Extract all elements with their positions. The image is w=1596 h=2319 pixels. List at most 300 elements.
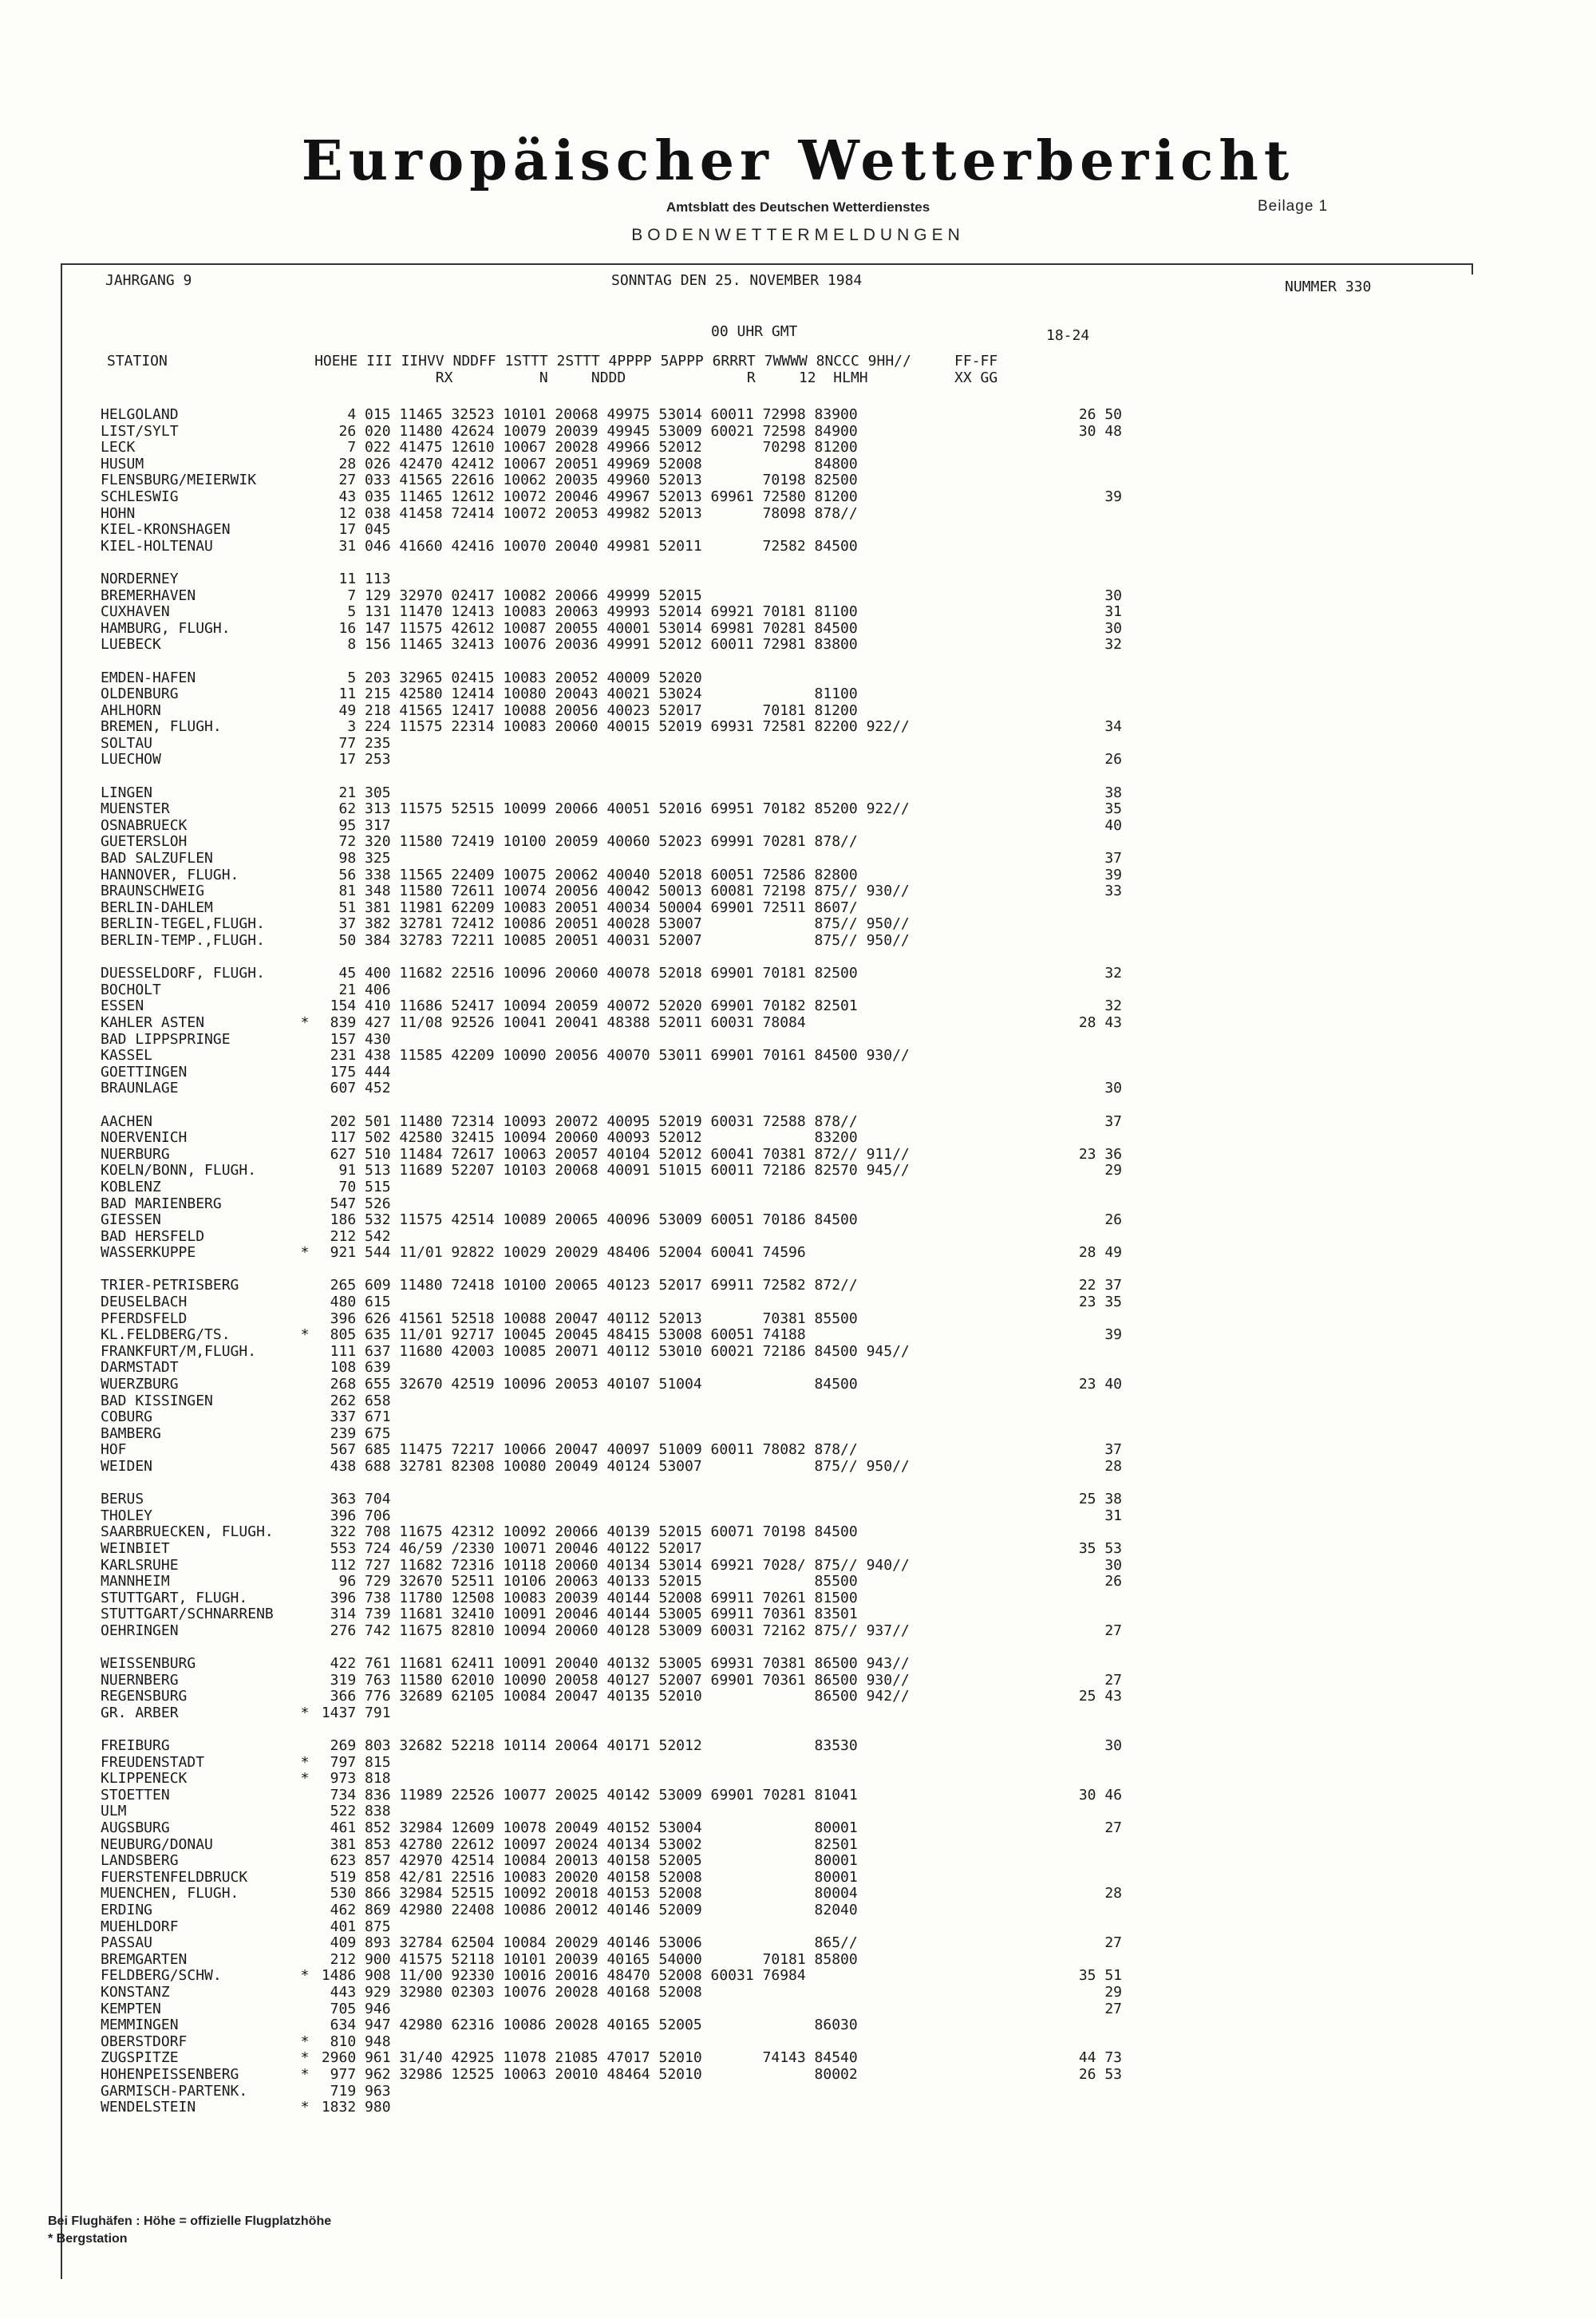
wind-gust-values: 35 53 xyxy=(1078,1539,1122,1557)
station-name: MANNHEIM xyxy=(101,1573,170,1590)
station-name: KLIPPENECK xyxy=(101,1770,188,1788)
station-observation-values: 5 203 32965 02415 10083 20052 40009 52020 xyxy=(313,669,702,686)
station-observation-values: 461 852 32984 12609 10078 20049 40152 53004 80001 xyxy=(313,1819,858,1837)
station-observation-values: 547 526 xyxy=(313,1195,391,1212)
station-observation-values: 231 438 11585 42209 10090 20056 40070 53011 69901 70161 84500 930// xyxy=(313,1047,910,1065)
station-observation-values: 396 626 41561 52518 10088 20047 40112 52013 70381 85500 xyxy=(313,1310,858,1327)
station-name: FREIBURG xyxy=(101,1737,170,1755)
station-name: GUETERSLOH xyxy=(101,833,188,851)
station-name: AACHEN xyxy=(101,1112,153,1130)
station-name: DUESSELDORF, FLUGH. xyxy=(101,965,265,982)
station-name: PFERDSFELD xyxy=(101,1310,188,1327)
column-header-row-2: RX N NDDD R 12 HLMH XX GG xyxy=(107,369,998,386)
station-observation-values: 567 685 11475 72217 10066 20047 40097 51009 60011 78082 878// xyxy=(313,1441,858,1459)
station-name: STUTTGART, FLUGH. xyxy=(101,1589,248,1606)
station-row xyxy=(101,1114,1122,1131)
station-observation-values: 530 866 32984 52515 10092 20018 40153 52008 80004 xyxy=(313,1885,858,1902)
station-observation-values: 627 510 11484 72617 10063 20057 40104 52012 60041 70381 872// 911// xyxy=(313,1145,910,1163)
station-name: BERLIN-DAHLEM xyxy=(101,899,213,916)
station-row xyxy=(101,1032,1122,1049)
station-observation-values: 37 382 32781 72412 10086 20051 40028 53007 875// 950// xyxy=(313,915,910,933)
station-name: FUERSTENFELDBRUCK xyxy=(101,1868,248,1886)
group-spacer xyxy=(101,1640,1122,1657)
station-observation-values: 623 857 42970 42514 10084 20013 40158 52005 80001 xyxy=(313,1852,858,1870)
wind-gust-values: 26 xyxy=(1104,1211,1122,1229)
station-observation-values: 51 381 11981 62209 10083 20051 40034 50004 69901 72511 8607/ xyxy=(313,899,858,916)
station-name: OEHRINGEN xyxy=(101,1622,179,1639)
station-row xyxy=(101,670,1122,687)
wind-gust-values: 39 xyxy=(1104,1326,1122,1344)
station-row xyxy=(101,933,1122,950)
observation-time: 00 UHR GMT xyxy=(711,323,798,340)
station-row xyxy=(101,1968,1122,1985)
station-observation-values: 17 253 xyxy=(313,751,391,768)
station-row xyxy=(101,1048,1122,1065)
station-name: KIEL-HOLTENAU xyxy=(101,537,213,555)
station-row xyxy=(101,1870,1122,1886)
station-name: OLDENBURG xyxy=(101,685,179,703)
station-name: HANNOVER, FLUGH. xyxy=(101,866,239,883)
station-row xyxy=(101,489,1122,506)
station-row xyxy=(101,1065,1122,1081)
station-name: NUERNBERG xyxy=(101,1671,179,1689)
station-name: KEMPTEN xyxy=(101,2000,161,2017)
station-row xyxy=(101,1853,1122,1870)
station-name: BRAUNLAGE xyxy=(101,1080,179,1097)
station-name: BRAUNSCHWEIG xyxy=(101,883,205,900)
wind-gust-values: 30 xyxy=(1104,1737,1122,1755)
station-observation-values: 337 671 xyxy=(313,1408,391,1426)
station-row xyxy=(101,2017,1122,2034)
wind-gust-values: 27 xyxy=(1104,1934,1122,1952)
station-row xyxy=(101,1541,1122,1558)
wind-gust-values: 27 xyxy=(1104,1671,1122,1689)
station-observation-values: 5 131 11470 12413 10083 20063 49993 52014 69921 70181 81100 xyxy=(313,603,858,621)
station-row xyxy=(101,440,1122,456)
station-name: REGENSBURG xyxy=(101,1688,188,1705)
station-name: MUENSTER xyxy=(101,800,170,818)
station-observation-values: 62 313 11575 52515 10099 20066 40051 52016 69951 70182 85200 922// xyxy=(313,800,910,818)
station-name: FREUDENSTADT xyxy=(101,1753,205,1771)
station-row xyxy=(101,703,1122,720)
station-row xyxy=(101,916,1122,933)
station-name: LANDSBERG xyxy=(101,1852,179,1870)
station-name: SOLTAU xyxy=(101,734,153,752)
station-name: WASSERKUPPE xyxy=(101,1244,196,1262)
station-name: BAD LIPPSPRINGE xyxy=(101,1030,231,1048)
station-row xyxy=(101,900,1122,917)
station-observation-values: 117 502 42580 32415 10094 20060 40093 52012 83200 xyxy=(313,1129,858,1147)
station-name: COBURG xyxy=(101,1408,153,1426)
station-row xyxy=(101,472,1122,489)
station-name: ESSEN xyxy=(101,998,144,1015)
mountain-station-marker: * xyxy=(300,2065,310,2083)
station-observation-values: 422 761 11681 62411 10091 20040 40132 53005 69931 70381 86500 943// xyxy=(313,1655,910,1673)
station-row xyxy=(101,588,1122,605)
station-row xyxy=(101,982,1122,999)
station-name: KARLSRUHE xyxy=(101,1556,179,1574)
station-observation-values: 363 704 xyxy=(313,1491,391,1508)
station-row xyxy=(101,1803,1122,1820)
wind-gust-values: 26 50 xyxy=(1078,406,1122,423)
station-row xyxy=(101,966,1122,982)
station-name: STUTTGART/SCHNARRENB xyxy=(101,1606,274,1623)
station-observation-values: 401 875 xyxy=(313,1918,391,1935)
wind-gust-values: 25 43 xyxy=(1078,1688,1122,1705)
station-observation-values: 973 818 xyxy=(313,1770,391,1788)
station-observation-values: 77 235 xyxy=(313,734,391,752)
station-row xyxy=(101,1524,1122,1541)
wind-gust-values: 23 36 xyxy=(1078,1145,1122,1163)
wind-gust-values: 30 46 xyxy=(1078,1786,1122,1803)
station-name: KIEL-KRONSHAGEN xyxy=(101,521,231,539)
station-name: BAMBERG xyxy=(101,1424,161,1442)
wind-gust-values: 37 xyxy=(1104,1112,1122,1130)
wind-gust-values: 31 xyxy=(1104,603,1122,621)
column-header-row-1: STATION HOEHE III IIHVV NDDFF 1STTT 2STTT 4PPPP 5APPP 6RRRT 7WWWW 8NCCC 9HH// FF-FF xyxy=(107,353,998,369)
station-row xyxy=(101,1886,1122,1902)
station-observation-values: 16 147 11575 42612 10087 20055 40001 53014 69981 70281 84500 xyxy=(313,619,858,637)
station-observation-values: 810 948 xyxy=(313,2033,391,2050)
wind-gust-values: 38 xyxy=(1104,784,1122,801)
station-name: BAD MARIENBERG xyxy=(101,1195,222,1212)
station-name: SCHLESWIG xyxy=(101,488,179,505)
station-name: LINGEN xyxy=(101,784,153,801)
station-row xyxy=(101,719,1122,736)
station-observation-values: 239 675 xyxy=(313,1424,391,1442)
station-row xyxy=(101,539,1122,555)
station-name: BAD HERSFELD xyxy=(101,1227,205,1245)
station-observation-values: 276 742 11675 82810 10094 20060 40128 53009 60031 72162 875// 937// xyxy=(313,1622,910,1639)
wind-gust-values: 23 40 xyxy=(1078,1376,1122,1393)
station-name: KL.FELDBERG/TS. xyxy=(101,1326,231,1344)
station-name: NUERBURG xyxy=(101,1145,170,1163)
station-observation-values: 27 033 41565 22616 10062 20035 49960 52013 70198 82500 xyxy=(313,472,858,489)
group-spacer xyxy=(101,654,1122,670)
station-observation-values: 96 729 32670 52511 10106 20063 40133 52015 85500 xyxy=(313,1573,858,1590)
station-observation-values: 212 900 41575 52118 10101 20039 40165 54000 70181 85800 xyxy=(313,1950,858,1968)
station-name: CUXHAVEN xyxy=(101,603,170,621)
station-observation-values: 319 763 11580 62010 10090 20058 40127 52007 69901 70361 86500 930// xyxy=(313,1671,910,1689)
station-observation-values: 3 224 11575 22314 10083 20060 40015 52019 69931 72581 82200 922// xyxy=(313,718,910,736)
station-row xyxy=(101,1919,1122,1936)
station-row xyxy=(101,1952,1122,1969)
station-row xyxy=(101,1377,1122,1393)
wind-gust-values: 29 xyxy=(1104,1162,1122,1179)
jahrgang: JAHRGANG 9 xyxy=(105,272,192,289)
station-observation-values: 7 129 32970 02417 10082 20066 49999 52015 xyxy=(313,587,702,604)
station-name: DARMSTADT xyxy=(101,1359,179,1377)
wind-gust-values: 27 xyxy=(1104,2000,1122,2017)
station-name: GARMISCH-PARTENK. xyxy=(101,2082,248,2100)
station-observation-values: 705 946 xyxy=(313,2000,391,2017)
station-row xyxy=(101,1574,1122,1590)
station-row xyxy=(101,867,1122,884)
station-observation-values: 1486 908 11/00 92330 10016 20016 48470 52008 60031 76984 xyxy=(313,1967,806,1985)
station-observation-values: 7 022 41475 12610 10067 20028 49966 52012 70298 81200 xyxy=(313,439,858,456)
station-row xyxy=(101,1426,1122,1443)
station-observation-values: 522 838 xyxy=(313,1803,391,1820)
station-observation-values: 28 026 42470 42412 10067 20051 49969 52008 84800 xyxy=(313,455,858,472)
station-observation-values: 719 963 xyxy=(313,2082,391,2100)
station-row xyxy=(101,604,1122,621)
wind-gust-values: 27 xyxy=(1104,1819,1122,1837)
station-name: HOHN xyxy=(101,504,136,522)
mountain-station-marker: * xyxy=(300,1967,310,1985)
station-name: HOF xyxy=(101,1441,127,1459)
station-observation-values: 977 962 32986 12525 10063 20010 48464 52010 80002 xyxy=(313,2065,858,2083)
station-observation-values: 11 215 42580 12414 10080 20043 40021 53024 81100 xyxy=(313,685,858,703)
station-row xyxy=(101,1080,1122,1097)
station-row xyxy=(101,1163,1122,1179)
wind-gust-values: 35 xyxy=(1104,800,1122,818)
wind-gust-values: 33 xyxy=(1104,883,1122,900)
station-row xyxy=(101,637,1122,654)
station-observation-values: 366 776 32689 62105 10084 20047 40135 52010 86500 942// xyxy=(313,1688,910,1705)
mountain-station-marker: * xyxy=(300,2099,310,2116)
station-row xyxy=(101,2050,1122,2067)
frame-corner xyxy=(1285,263,1473,275)
station-observation-values: 70 515 xyxy=(313,1178,391,1195)
beilage-label: Beilage 1 xyxy=(1258,198,1329,215)
station-name: OBERSTDORF xyxy=(101,2033,188,2050)
group-spacer xyxy=(101,1722,1122,1739)
station-row xyxy=(101,883,1122,900)
wind-gust-values: 26 53 xyxy=(1078,2065,1122,2083)
station-name: KASSEL xyxy=(101,1047,153,1065)
station-observation-values: 112 727 11682 72316 10118 20060 40134 53014 69921 7028/ 875// 940// xyxy=(313,1556,910,1574)
mountain-station-marker: * xyxy=(300,1753,310,1771)
station-name: KOBLENZ xyxy=(101,1178,161,1195)
wind-gust-values: 28 49 xyxy=(1078,1244,1122,1262)
wind-gust-values: 32 xyxy=(1104,636,1122,654)
wind-gust-values: 30 48 xyxy=(1078,422,1122,440)
mountain-station-marker: * xyxy=(300,1326,310,1344)
station-row xyxy=(101,1147,1122,1163)
station-row xyxy=(101,522,1122,539)
station-name: LIST/SYLT xyxy=(101,422,179,440)
wind-gust-values: 28 xyxy=(1104,1458,1122,1475)
station-observation-values: 49 218 41565 12417 10088 20056 40023 52017 70181 81200 xyxy=(313,701,858,719)
station-name: WENDELSTEIN xyxy=(101,2099,196,2116)
station-observation-values: 1437 791 xyxy=(313,1704,391,1721)
station-row xyxy=(101,1229,1122,1246)
station-row xyxy=(101,1327,1122,1344)
station-name: KAHLER ASTEN xyxy=(101,1013,205,1031)
station-observation-values: 381 853 42780 22612 10097 20024 40134 53002 82501 xyxy=(313,1835,858,1853)
station-name: HOHENPEISSENBERG xyxy=(101,2065,239,2083)
station-observation-values: 519 858 42/81 22516 10083 20020 40158 52008 80001 xyxy=(313,1868,858,1886)
station-observation-values: 175 444 xyxy=(313,1063,391,1080)
station-row xyxy=(101,2034,1122,2051)
wind-gust-values: 37 xyxy=(1104,850,1122,867)
station-row xyxy=(101,2001,1122,2018)
station-row xyxy=(101,1590,1122,1607)
station-observation-values: 186 532 11575 42514 10089 20065 40096 53009 60051 70186 84500 xyxy=(313,1211,858,1229)
wind-gust-values: 30 xyxy=(1104,619,1122,637)
wind-gust-values: 32 xyxy=(1104,965,1122,982)
station-observation-values: 797 815 xyxy=(313,1753,391,1771)
station-row xyxy=(101,2100,1122,2116)
station-name: PASSAU xyxy=(101,1934,153,1952)
issue-date: SONNTAG DEN 25. NOVEMBER 1984 xyxy=(611,272,863,289)
station-observation-values: 72 320 11580 72419 10100 20059 40060 52023 69991 70281 878// xyxy=(313,833,858,851)
station-row xyxy=(101,851,1122,867)
wind-gust-values: 39 xyxy=(1104,866,1122,883)
section-title: BODENWETTERMELDUNGEN xyxy=(631,226,965,244)
station-name: NOERVENICH xyxy=(101,1129,188,1147)
station-name: FRANKFURT/M,FLUGH. xyxy=(101,1342,257,1360)
station-observation-values: 31 046 41660 42416 10070 20040 49981 52011 72582 84500 xyxy=(313,537,858,555)
station-name: GR. ARBER xyxy=(101,1704,179,1721)
station-name: HUSUM xyxy=(101,455,144,472)
wind-gust-values: 29 xyxy=(1104,1984,1122,2001)
station-name: WEISSENBURG xyxy=(101,1655,196,1673)
wind-gust-values: 44 73 xyxy=(1078,2049,1122,2067)
station-name: STOETTEN xyxy=(101,1786,170,1803)
wind-gust-values: 26 xyxy=(1104,1573,1122,1590)
station-row xyxy=(101,1788,1122,1804)
station-name: FLENSBURG/MEIERWIK xyxy=(101,472,257,489)
station-name: AHLHORN xyxy=(101,701,161,719)
station-name: GOETTINGEN xyxy=(101,1063,188,1080)
footnote-mountain: * Bergstation xyxy=(48,2232,128,2246)
wind-gust-values: 37 xyxy=(1104,1441,1122,1459)
station-name: BREMGARTEN xyxy=(101,1950,188,1968)
station-observation-values: 17 045 xyxy=(313,521,391,539)
mountain-station-marker: * xyxy=(300,2033,310,2050)
station-row xyxy=(101,1558,1122,1574)
footnote-airports: Bei Flughäfen : Höhe = offizielle Flugplatzhöhe xyxy=(48,2214,332,2228)
station-observation-values: 396 738 11780 12508 10083 20039 40144 52008 69911 70261 81500 xyxy=(313,1589,858,1606)
group-spacer xyxy=(101,555,1122,571)
station-name: FELDBERG/SCHW. xyxy=(101,1967,222,1985)
group-spacer xyxy=(101,1097,1122,1114)
station-row xyxy=(101,1985,1122,2001)
station-row xyxy=(101,686,1122,703)
station-row xyxy=(101,1442,1122,1459)
station-observation-values: 154 410 11686 52417 10094 20059 40072 52020 69901 70182 82501 xyxy=(313,998,858,1015)
station-row xyxy=(101,1935,1122,1952)
station-observation-values: 462 869 42980 22408 10086 20012 40146 52009 82040 xyxy=(313,1902,858,1919)
station-name: MUENCHEN, FLUGH. xyxy=(101,1885,239,1902)
wind-gust-values: 40 xyxy=(1104,816,1122,834)
station-observation-values: 262 658 xyxy=(313,1392,391,1409)
station-row xyxy=(101,424,1122,440)
wind-gust-values: 22 37 xyxy=(1078,1277,1122,1294)
station-observation-values: 4 015 11465 32523 10101 20068 49975 53014 60011 72998 83900 xyxy=(313,406,858,423)
station-observation-values: 734 836 11989 22526 10077 20025 40142 53009 69901 70281 81041 xyxy=(313,1786,858,1803)
station-observation-values: 438 688 32781 82308 10080 20049 40124 53007 875// 950// xyxy=(313,1458,910,1475)
station-observation-values: 45 400 11682 22516 10096 20060 40078 52018 69901 70181 82500 xyxy=(313,965,858,982)
station-row xyxy=(101,1344,1122,1361)
station-observation-values: 95 317 xyxy=(313,816,391,834)
wind-gust-values: 28 43 xyxy=(1078,1013,1122,1031)
station-observation-values: 50 384 32783 72211 10085 20051 40031 52007 875// 950// xyxy=(313,932,910,949)
station-name: ZUGSPITZE xyxy=(101,2049,179,2067)
station-observation-values: 21 305 xyxy=(313,784,391,801)
station-observation-values: 322 708 11675 42312 10092 20066 40139 52015 60071 70198 84500 xyxy=(313,1523,858,1541)
group-spacer xyxy=(101,1262,1122,1278)
mountain-station-marker: * xyxy=(300,1244,310,1262)
station-row xyxy=(101,1409,1122,1426)
station-row xyxy=(101,1015,1122,1032)
station-name: HAMBURG, FLUGH. xyxy=(101,619,231,637)
station-table xyxy=(101,407,1122,2116)
mountain-station-marker: * xyxy=(300,1770,310,1788)
wind-gust-values: 35 51 xyxy=(1078,1967,1122,1985)
station-row xyxy=(101,1130,1122,1147)
station-name: WUERZBURG xyxy=(101,1376,179,1393)
group-spacer xyxy=(101,950,1122,966)
station-row xyxy=(101,621,1122,638)
station-row xyxy=(101,818,1122,835)
station-name: THOLEY xyxy=(101,1507,153,1524)
wind-gust-values: 28 xyxy=(1104,1885,1122,1902)
station-observation-values: 268 655 32670 42519 10096 20053 40107 51004 84500 xyxy=(313,1376,858,1393)
wind-gust-values: 26 xyxy=(1104,751,1122,768)
station-observation-values: 91 513 11689 52207 10103 20068 40091 51015 60011 72186 82570 945// xyxy=(313,1162,910,1179)
mountain-station-marker: * xyxy=(300,1013,310,1031)
station-observation-values: 409 893 32784 62504 10084 20029 40146 53006 865// xyxy=(313,1934,858,1952)
station-name: HELGOLAND xyxy=(101,406,179,423)
station-row xyxy=(101,1606,1122,1623)
station-observation-values: 1832 980 xyxy=(313,2099,391,2116)
station-name: BOCHOLT xyxy=(101,981,161,998)
station-row xyxy=(101,1212,1122,1229)
station-row xyxy=(101,1245,1122,1262)
station-row xyxy=(101,834,1122,851)
group-spacer xyxy=(101,1476,1122,1492)
station-name: TRIER-PETRISBERG xyxy=(101,1277,239,1294)
station-observation-values: 56 338 11565 22409 10075 20062 40040 52018 60051 72586 82800 xyxy=(313,866,858,883)
station-name: MEMMINGEN xyxy=(101,2017,179,2034)
station-observation-values: 11 113 xyxy=(313,570,391,587)
station-observation-values: 26 020 11480 42624 10079 20039 49945 53009 60021 72598 84900 xyxy=(313,422,858,440)
station-name: BERLIN-TEGEL,FLUGH. xyxy=(101,915,265,933)
station-row xyxy=(101,998,1122,1015)
station-name: OSNABRUECK xyxy=(101,816,188,834)
station-observation-values: 805 635 11/01 92717 10045 20045 48415 53008 60051 74188 xyxy=(313,1326,806,1344)
station-row xyxy=(101,1902,1122,1919)
wind-gust-values: 25 38 xyxy=(1078,1491,1122,1508)
station-observation-values: 269 803 32682 52218 10114 20064 40171 52012 83530 xyxy=(313,1737,858,1755)
station-observation-values: 108 639 xyxy=(313,1359,391,1377)
station-row xyxy=(101,1294,1122,1311)
station-name: BAD KISSINGEN xyxy=(101,1392,213,1409)
station-observation-values: 12 038 41458 72414 10072 20053 49982 52013 78098 878// xyxy=(313,504,858,522)
group-spacer xyxy=(101,768,1122,785)
station-name: DEUSELBACH xyxy=(101,1294,188,1311)
station-name: EMDEN-HAFEN xyxy=(101,669,196,686)
station-row xyxy=(101,1705,1122,1722)
station-row xyxy=(101,1491,1122,1508)
station-row xyxy=(101,456,1122,473)
station-row xyxy=(101,1179,1122,1196)
station-observation-values: 839 427 11/08 92526 10041 20041 48388 52011 60031 78084 xyxy=(313,1013,806,1031)
station-row xyxy=(101,506,1122,523)
station-observation-values: 43 035 11465 12612 10072 20046 49967 52013 69961 72580 81200 xyxy=(313,488,858,505)
station-observation-values: 202 501 11480 72314 10093 20072 40095 52019 60031 72588 878// xyxy=(313,1112,858,1130)
station-name: GIESSEN xyxy=(101,1211,161,1229)
station-row xyxy=(101,1278,1122,1294)
station-row xyxy=(101,2084,1122,2100)
station-row xyxy=(101,1820,1122,1837)
station-observation-values: 8 156 11465 32413 10076 20036 49991 52012 60011 72981 83800 xyxy=(313,636,858,654)
station-row xyxy=(101,1196,1122,1213)
station-row xyxy=(101,1656,1122,1673)
station-observation-values: 265 609 11480 72418 10100 20065 40123 52017 69911 72582 872// xyxy=(313,1277,858,1294)
